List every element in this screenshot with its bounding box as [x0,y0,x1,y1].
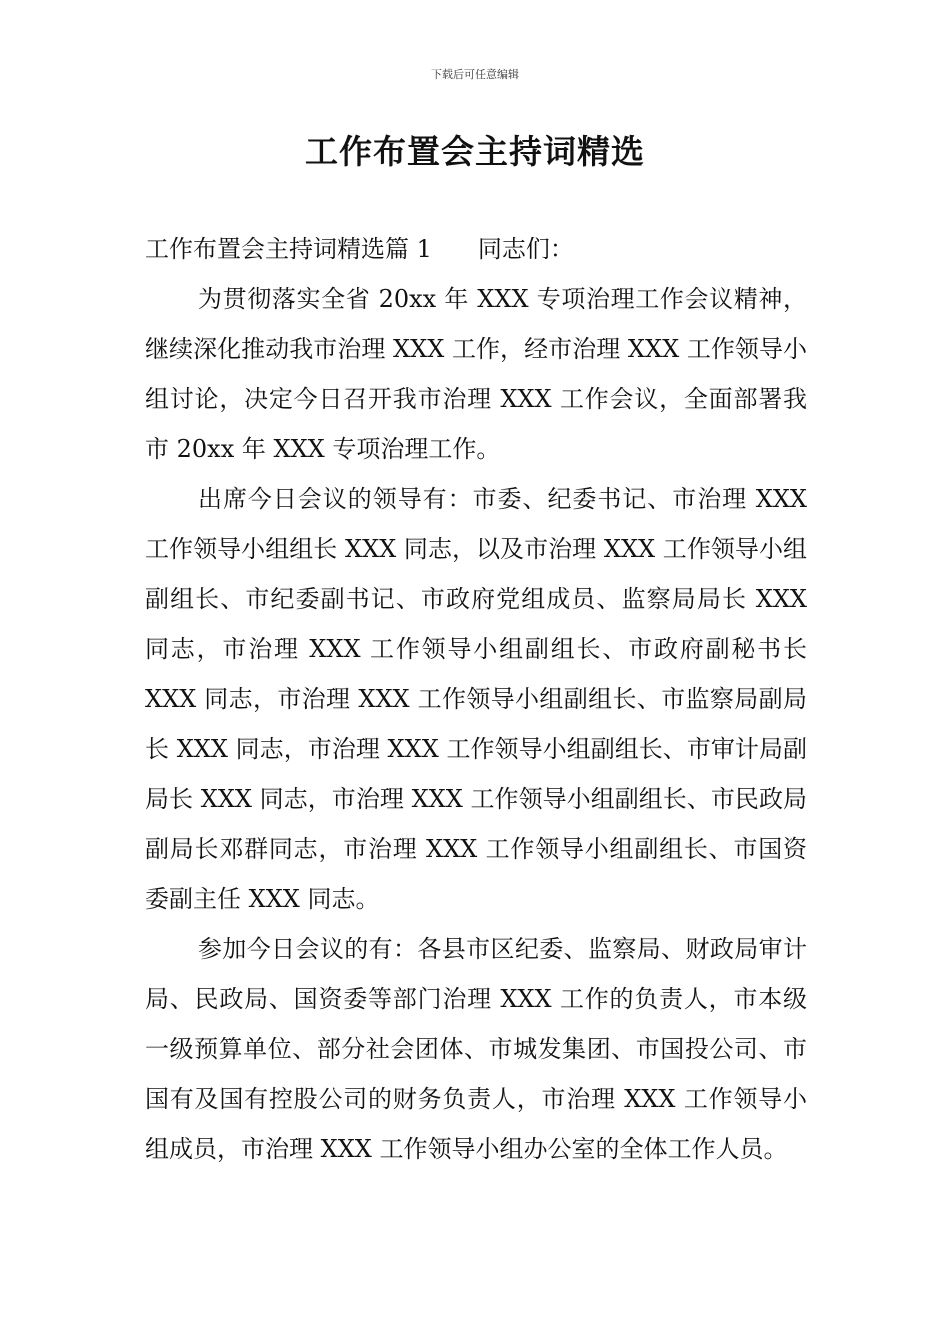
document-body [145,224,807,1174]
salutation: 同志们： [477,235,574,263]
paragraph-purpose: 为贯彻落实全省 20xx 年 XXX 专项治理工作会议精神，继续深化推动我市治理 XXX 工作，经市治理 XXX 工作领导小组讨论，决定今日召开我市治理 XXX 工作会议，全面部署我市 20xx 年 XXX 专项治理工作。 [145,285,807,463]
header-note: 下载后可任意编辑 [431,68,519,81]
paragraph-participants: 参加今日会议的有：各县市区纪委、监察局、财政局审计局、民政局、国资委等部门治理 XXX 工作的负责人，市本级一级预算单位、部分社会团体、市城发集团、市国投公司、市国有及国有控股公司的财务负责人，市治理 XXX 工作领导小组成员，市治理 XXX 工作领导小组办公室的全体工作人员。 [145,935,807,1163]
document-title: 工作布置会主持词精选 [305,132,645,171]
section-heading-line [145,224,807,274]
section-heading: 工作布置会主持词精选篇 1 [145,235,432,263]
paragraph-attending-leaders: 出席今日会议的领导有：市委、纪委书记、市治理 XXX 工作领导小组组长 XXX 同志，以及市治理 XXX 工作领导小组副组长、市纪委副书记、市政府党组成员、监察局局长 XXX 同志，市治理 XXX 工作领导小组副组长、市政府副秘书长 XXX 同志，市治理 XXX 工作领导小组副组长、市监察局副局长 XXX 同志，市治理 XXX 工作领导小组副组长、市审计局副局长 XXX 同志，市治理 XXX 工作领导小组副组长、市民政局副局长邓群同志，市治理 XXX 工作领导小组副组长、市国资委副主任 XXX 同志。 [145,485,807,913]
